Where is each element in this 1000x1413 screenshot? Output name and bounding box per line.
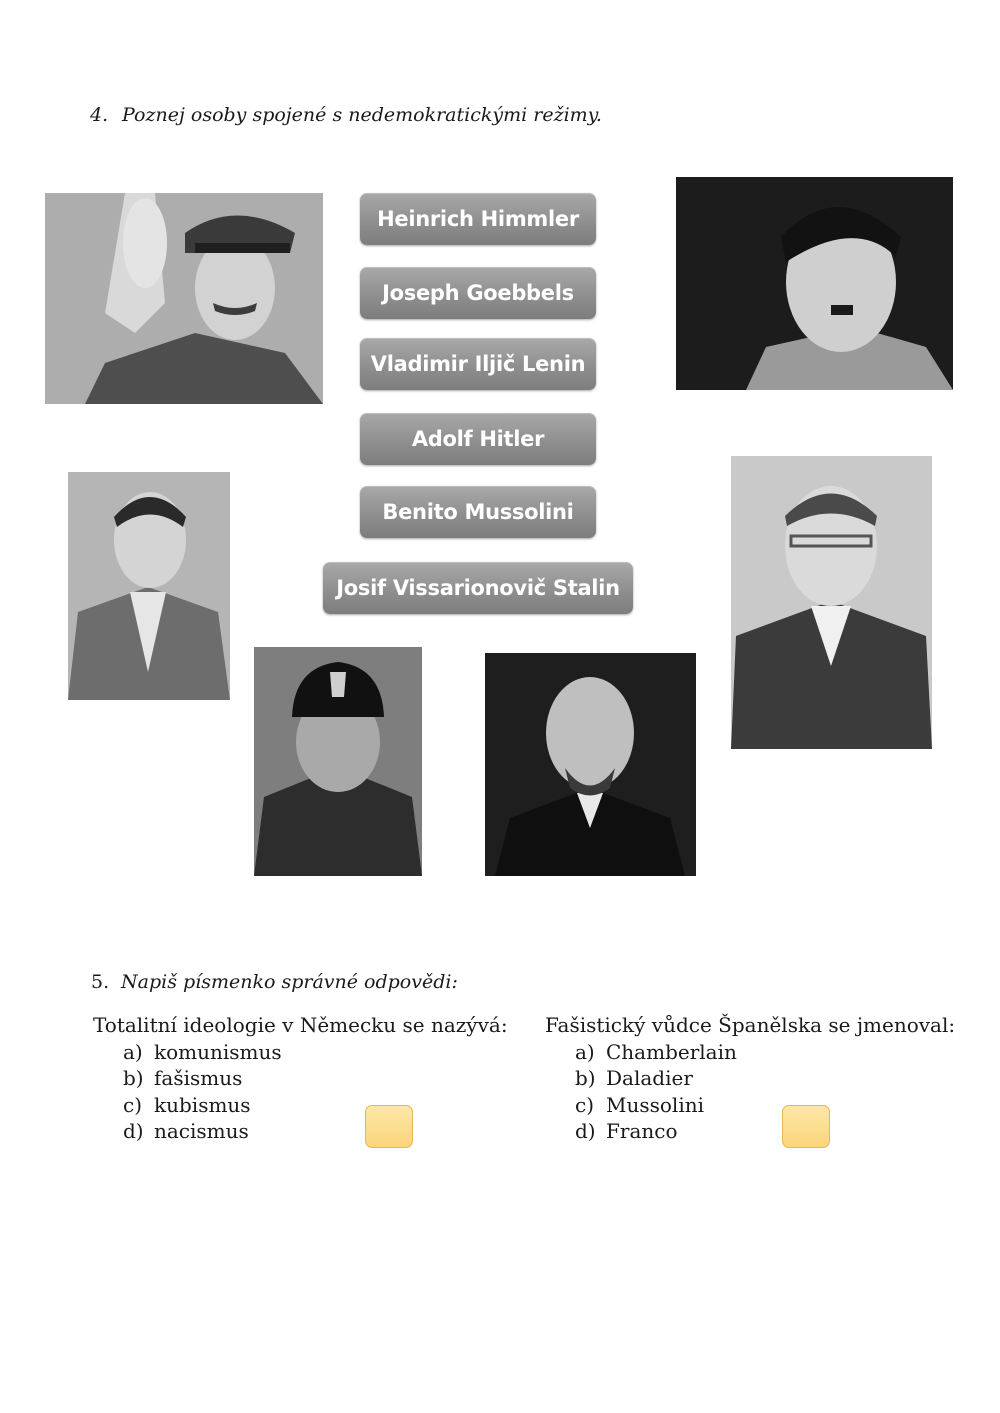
mc-option-letter: a) [123, 1039, 143, 1064]
mc-option-letter: c) [575, 1092, 595, 1117]
question-5-number: 5. [91, 971, 110, 993]
mc-option-text: Daladier [606, 1066, 693, 1090]
mc-option-text: komunismus [154, 1039, 282, 1064]
photo-mussolini[interactable] [254, 647, 422, 876]
name-button-hitler[interactable]: Adolf Hitler [360, 413, 596, 465]
question-4-heading [90, 104, 602, 126]
question-4-number: 4. [90, 104, 109, 126]
mc-option-text: fašismus [154, 1066, 243, 1090]
mc-option [545, 1065, 955, 1092]
photo-lenin[interactable] [485, 653, 696, 876]
mc-option-text: Chamberlain [606, 1039, 737, 1064]
mc-option [93, 1118, 508, 1145]
mc-question-text: Totalitní ideologie v Německu se nazývá: [93, 1013, 508, 1037]
mc-option-letter: d) [575, 1119, 596, 1143]
mc-option-text: Franco [606, 1119, 678, 1143]
mc-question-ideology [93, 1012, 508, 1145]
portrait-icon [731, 456, 932, 749]
mc-option [93, 1092, 508, 1119]
mc-option-letter: b) [575, 1066, 596, 1090]
name-button-lenin[interactable]: Vladimir Iljič Lenin [360, 338, 596, 390]
mc-option [545, 1118, 955, 1145]
mc-option [93, 1065, 508, 1092]
portrait-icon [254, 647, 422, 876]
question-5-heading [91, 971, 458, 993]
photo-stalin[interactable] [45, 193, 323, 404]
name-button-goebbels[interactable]: Joseph Goebbels [360, 267, 596, 319]
mc-option-letter: a) [575, 1039, 595, 1064]
mc-option [93, 1039, 508, 1066]
name-button-stalin[interactable]: Josif Vissarionovič Stalin [323, 562, 633, 614]
mc-option [545, 1039, 955, 1066]
question-4-text: Poznej osoby spojené s nedemokratickými režimy. [122, 104, 602, 126]
photo-hitler[interactable] [676, 177, 953, 390]
portrait-icon [45, 193, 323, 404]
mc-option-text: Mussolini [606, 1092, 704, 1117]
mc-option-letter: d) [123, 1119, 144, 1143]
answer-input-ideology[interactable] [365, 1105, 413, 1148]
question-5-text: Napiš písmenko správné odpovědi: [121, 971, 458, 993]
mc-option-letter: c) [123, 1092, 143, 1117]
mc-option-text: kubismus [154, 1092, 251, 1117]
mc-option-letter: b) [123, 1066, 144, 1090]
mc-question-spain-leader [545, 1012, 955, 1145]
portrait-icon [485, 653, 696, 876]
photo-goebbels[interactable] [68, 472, 230, 700]
name-button-mussolini[interactable]: Benito Mussolini [360, 486, 596, 538]
name-button-himmler[interactable]: Heinrich Himmler [360, 193, 596, 245]
photo-himmler[interactable] [731, 456, 932, 749]
portrait-icon [676, 177, 953, 390]
portrait-icon [68, 472, 230, 700]
mc-question-text: Fašistický vůdce Španělska se jmenoval: [545, 1013, 956, 1037]
mc-option [545, 1092, 955, 1119]
answer-input-spain-leader[interactable] [782, 1105, 830, 1148]
mc-option-text: nacismus [154, 1119, 249, 1143]
